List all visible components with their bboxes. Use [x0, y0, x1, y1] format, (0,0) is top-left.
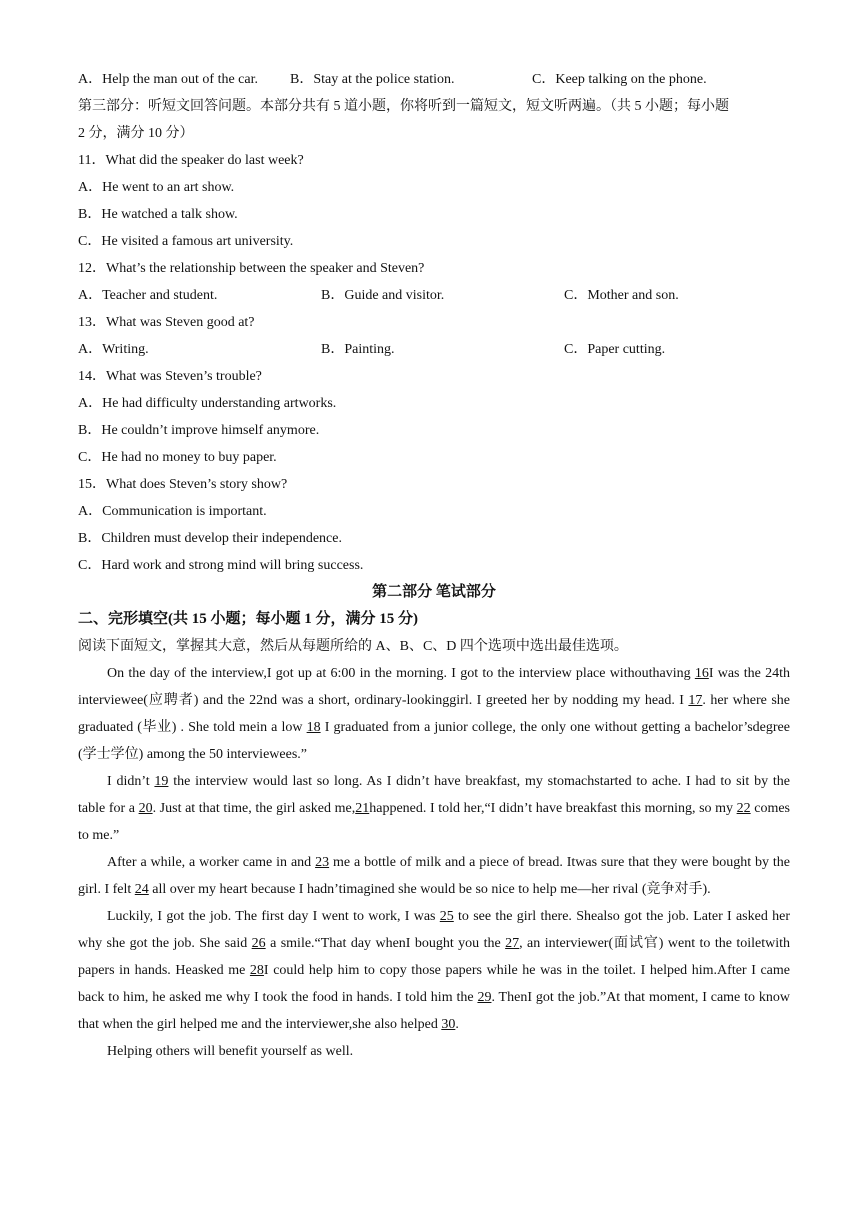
passage-text: I was the 24th interviewee(应聘者) and the 22nd was a short, ordinary-lookinggirl. I greeted her by nodding my head. I	[78, 666, 790, 708]
exam-page	[78, 66, 790, 1065]
passage-text: I graduated from a junior college, the only one without getting a bachelor’sdegree (学士学位) among the 50 interviewees.”	[78, 720, 790, 762]
q15-option-a: A．Communication is important.	[78, 504, 267, 519]
passage-text: . her where she graduated (毕业) . She told mein a low	[78, 693, 790, 735]
blank-17: 17	[688, 693, 703, 708]
blank-24: 24	[134, 882, 149, 897]
blank-25: 25	[439, 909, 454, 924]
passage-text: me a bottle of milk and a piece of bread. Itwas sure that they were bought by the girl. I felt	[78, 855, 790, 897]
passage-text: I didn’t	[107, 774, 155, 789]
passage-text: After a while, a worker came in and	[107, 855, 316, 870]
q11-option-b: B．He watched a talk show.	[78, 207, 238, 222]
q13-option-a: A．Writing.	[78, 342, 149, 357]
question-13: 13．What was Steven good at?	[78, 315, 255, 330]
q10-option-c: C．Keep talking on the phone.	[532, 72, 707, 87]
blank-20: 20	[138, 801, 153, 816]
blank-30: 30	[441, 1017, 456, 1032]
q13-option-c: C．Paper cutting.	[564, 342, 666, 357]
part3-intro-line1: 第三部分：听短文回答问题。本部分共有 5 道小题，你将听到一篇短文，短文听两遍。（共 5 小题；每小题	[78, 99, 729, 114]
passage-text: a smile.“That day whenI bought you the	[265, 936, 506, 951]
blank-19: 19	[154, 774, 169, 789]
passage-text: to see the girl there. Shealso got the job. Later I asked her why she got the job. She said	[78, 909, 790, 951]
q10-option-a: A．Help the man out of the car.	[78, 72, 259, 87]
blank-27: 27	[505, 936, 520, 951]
q10-options	[78, 66, 790, 93]
question-14: 14．What was Steven’s trouble?	[78, 369, 262, 384]
passage-paragraph-4	[78, 903, 790, 1038]
q11-option-c: C．He visited a famous art university.	[78, 234, 294, 249]
blank-22: 22	[736, 801, 751, 816]
q12-option-b: B．Guide and visitor.	[321, 288, 445, 303]
cloze-heading: 二、完形填空(共 15 小题；每小题 1 分，满分 15 分)	[78, 611, 418, 627]
passage-text: all over my heart because I hadn’timagined she would be so nice to help me—her rival (竞争对手).	[148, 882, 711, 897]
question-12: 12．What’s the relationship between the speaker and Steven?	[78, 261, 425, 276]
passage-text: the interview would last so long. As I didn’t have breakfast, my stomachstarted to ache. I had to sit by the table for a	[78, 774, 790, 816]
passage-text: happened. I told her,“I didn’t have breakfast this morning, so my	[369, 801, 737, 816]
passage-text: . Just at that time, the girl asked me,	[152, 801, 356, 816]
passage-paragraph-3	[78, 849, 790, 903]
question-11: 11．What did the speaker do last week?	[78, 153, 304, 168]
passage-paragraph-1	[78, 660, 790, 768]
passage-text: .	[455, 1017, 459, 1032]
q12-option-a: A．Teacher and student.	[78, 288, 218, 303]
q13-option-b: B．Painting.	[321, 342, 395, 357]
q12-option-c: C．Mother and son.	[564, 288, 679, 303]
q14-option-b: B．He couldn’t improve himself anymore.	[78, 423, 320, 438]
blank-21: 21	[355, 801, 370, 816]
blank-26: 26	[251, 936, 266, 951]
question-15: 15．What does Steven’s story show?	[78, 477, 288, 492]
q14-option-c: C．He had no money to buy paper.	[78, 450, 277, 465]
blank-16: 16	[694, 666, 709, 681]
q10-option-b: B．Stay at the police station.	[290, 72, 455, 87]
blank-28: 28	[249, 963, 264, 978]
passage-text: Luckily, I got the job. The first day I went to work, I was	[107, 909, 440, 924]
q11-option-a: A．He went to an art show.	[78, 180, 235, 195]
part2-title: 第二部分 笔试部分	[372, 584, 496, 600]
cloze-instruction: 阅读下面短文，掌握其大意，然后从每题所给的 A、B、C、D 四个选项中选出最佳选项。	[78, 639, 628, 654]
q12-options	[78, 282, 790, 309]
q14-option-a: A．He had difficulty understanding artworks.	[78, 396, 337, 411]
passage-text: I could help him to copy those papers while he was in the toilet. I helped him.After I came back to him, he asked me why I took the food in hands. I told him the	[78, 963, 790, 1005]
passage-paragraph-2	[78, 768, 790, 849]
blank-18: 18	[306, 720, 321, 735]
q13-options	[78, 336, 790, 363]
q15-option-b: B．Children must develop their independence.	[78, 531, 342, 546]
passage-text: comes to me.”	[78, 801, 790, 843]
passage-text: On the day of the interview,I got up at 6:00 in the morning. I got to the interview place withouthaving	[107, 666, 695, 681]
part3-intro-line2: 2 分，满分 10 分）	[78, 126, 194, 141]
passage-text: , an interviewer(面试官) went to the toiletwith papers in hands. Heasked me	[78, 936, 790, 978]
blank-23: 23	[315, 855, 330, 870]
passage-paragraph-5: Helping others will benefit yourself as well.	[107, 1044, 354, 1059]
blank-29: 29	[477, 990, 492, 1005]
q15-option-c: C．Hard work and strong mind will bring success.	[78, 558, 364, 573]
passage-text: . ThenI got the job.”At that moment, I came to know that when the girl helped me and the interviewer,she also helped	[78, 990, 791, 1032]
